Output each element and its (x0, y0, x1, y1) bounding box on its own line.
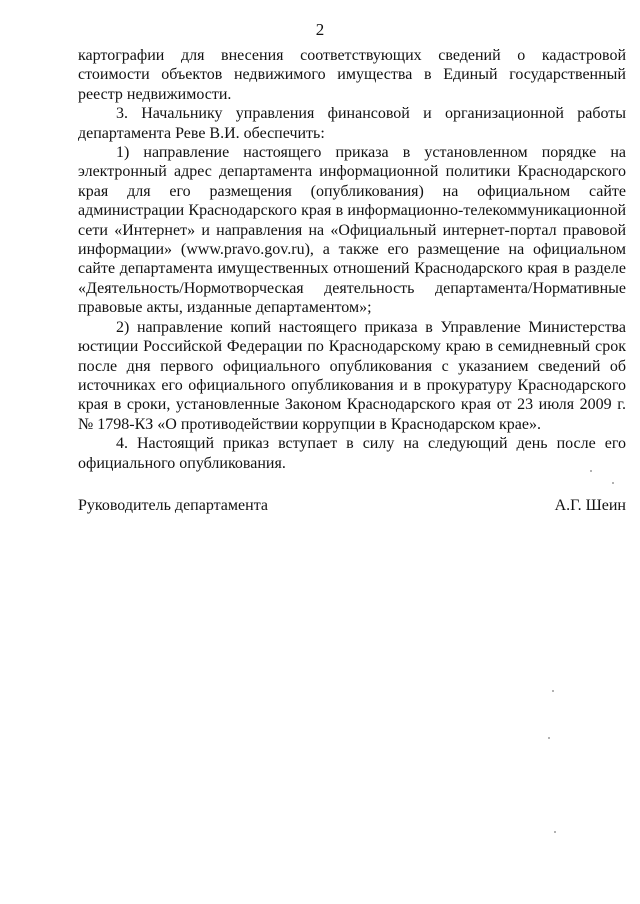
paragraph-subitem-2: 2) направление копий настоящего приказа в Управление Министерства юстиции Российской Федерации по Краснодарскому краю в семидневный срок после дня первого официального опубликования с указанием сведений об источниках его официального опубликования и в прокуратуру Краснодарского края в сроки, установленные Законом Краснодарского края от 23 июля 2009 г. № 1798-КЗ «О противодействии коррупции в Краснодарском крае». (78, 318, 626, 433)
paragraph-item-3: 3. Начальнику управления финансовой и организационной работы департамента Реве В.И. обеспечить: (78, 105, 626, 142)
signatory-position: Руководитель департамента (78, 497, 268, 514)
page-number: 2 (315, 20, 325, 39)
scan-speck (554, 831, 556, 833)
paragraph-continuation: картографии для внесения соответствующих сведений о кадастровой стоимости объектов недвижимого имущества в Единый государственный реестр недвижимости. (78, 47, 626, 103)
scan-speck (548, 737, 550, 739)
scan-speck (590, 470, 592, 472)
scan-speck (612, 482, 614, 484)
paragraph-subitem-1: 1) направление настоящего приказа в установленном порядке на электронный адрес департамента информационной политики Краснодарского края для его размещения (опубликования) на официальном сайте администрации Краснодарского края в информационно-телекоммуникационной сети «Интернет» и направления на «Официальный интернет-портал правовой информации» (www.pravo.gov.ru), а также его размещение на официальном сайте департамента имущественных отношений Краснодарского края в разделе «Деятельность/Нормотворческая деятельность департамента/Нормативные правовые акты, изданные департаментом»; (78, 144, 626, 317)
paragraph-item-4: 4. Настоящий приказ вступает в силу на следующий день после его официального опубликования. (78, 435, 626, 472)
document-body (78, 46, 626, 473)
signature-block (78, 497, 626, 515)
scan-speck (552, 690, 554, 692)
signatory-name: А.Г. Шеин (554, 497, 626, 514)
